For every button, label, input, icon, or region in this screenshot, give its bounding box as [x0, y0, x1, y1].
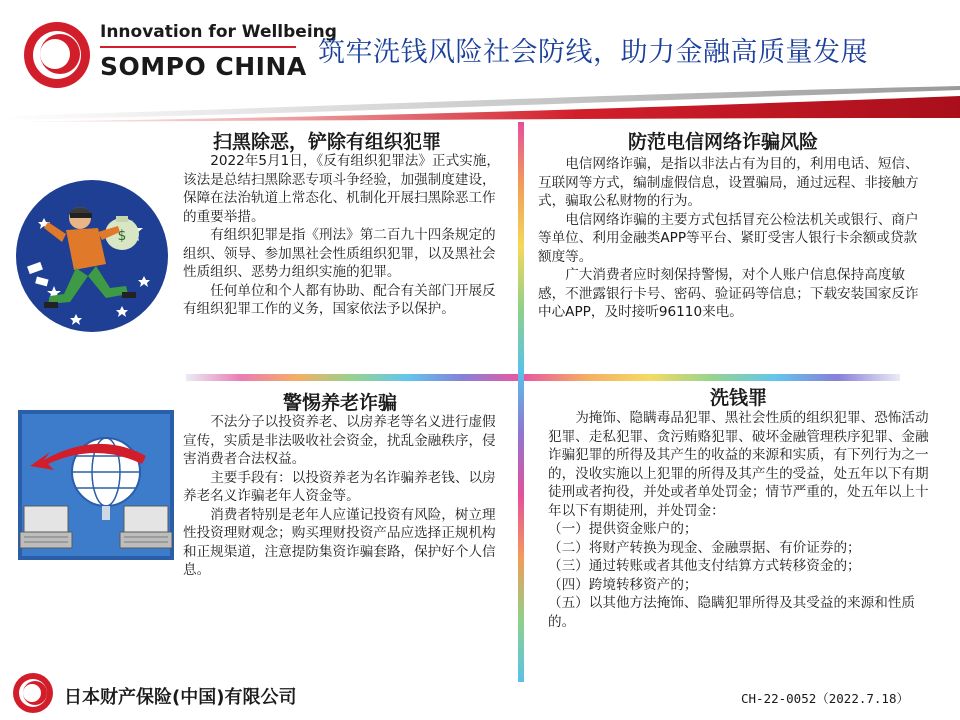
- page-title: 筑牢洗钱风险社会防线，助力金融高质量发展: [318, 37, 868, 68]
- brand-name: SOMPO CHINA: [100, 52, 307, 81]
- list-item: （二）将财产转换为现金、金融票据、有价证券的；: [548, 539, 861, 556]
- list-item: （一）提供资金账户的；: [548, 521, 698, 537]
- paragraph: 为掩饰、隐瞒毒品犯罪、黑社会性质的组织犯罪、恐怖活动犯罪、走私犯罪、贪污贿赂犯罪、破坏金融管理秩序犯罪、金融诈骗犯罪的所得及其产生的收益的来源和实质，有下列行为之一的，没收实施以上犯罪的所得及其产生的受益，处五年以下有期徒刑或者拘役，并处或者单处罚金；情节严重的，处五年以上十年以下有期徒刑，并处罚金：: [548, 410, 929, 519]
- list-item: （四）跨境转移资产的；: [548, 576, 698, 593]
- header-swoosh: [0, 84, 960, 122]
- brand-divider: [100, 46, 296, 48]
- paragraph: 2022年5月1日，《反有组织犯罪法》正式实施，该法是总结扫黑除恶专项斗争经验，加强制度建设，保障在法治轨道上常态化、机制化开展扫黑除恶工作的重要举措。: [183, 153, 500, 225]
- list-item: （三）通过转账或者其他支付结算方式转移资金的；: [548, 558, 861, 574]
- section-title-pension-fraud: 警惕养老诈骗: [283, 392, 398, 414]
- section-title-money-laundering: 洗钱罪: [710, 387, 768, 409]
- horizontal-divider-left: [186, 374, 518, 381]
- vertical-divider: [518, 122, 524, 682]
- section-body-money-laundering: [548, 409, 933, 631]
- paragraph: 主要手段有：以投资养老为名诈骗养老钱、以房养老名义诈骗老年人资金等。: [183, 469, 496, 504]
- horizontal-divider-right: [524, 374, 900, 381]
- paragraph: 不法分子以投资养老、以房养老等名义进行虚假宣传，实质是非法吸收社会资金，扰乱金融秩序，侵害消费者合法权益。: [183, 414, 496, 467]
- sompo-logo-icon: [22, 20, 92, 90]
- tagline: Innovation for Wellbeing: [100, 22, 337, 42]
- thief-illustration-icon: [14, 178, 170, 334]
- section-body-pension-fraud: [183, 413, 505, 580]
- document-id: CH-22-0052（2022.7.18）: [741, 691, 909, 706]
- list-item: （五）以其他方法掩饰、隐瞒犯罪所得及其受益的来源和性质的。: [548, 595, 916, 630]
- section-body-organized-crime: [183, 152, 505, 319]
- company-logo-icon: [12, 672, 54, 714]
- section-title-telecom-fraud: 防范电信网络诈骗风险: [628, 131, 819, 153]
- paragraph: 有组织犯罪是指《刑法》第二百九十四条规定的组织、领导、参加黑社会性质组织犯罪，以及黑社会性质组织、恶势力组织实施的犯罪。: [183, 227, 496, 280]
- svg-text:$: $: [117, 228, 127, 244]
- cyber-theft-illustration-icon: [18, 410, 174, 560]
- section-body-telecom-fraud: [538, 155, 930, 322]
- paragraph: 任何单位和个人都有协助、配合有关部门开展反有组织犯罪工作的义务，国家依法予以保护。: [183, 282, 496, 317]
- paragraph: 电信网络诈骗，是指以非法占有为目的，利用电话、短信、互联网等方式，编制虚假信息，设置骗局，通过远程、非接触方式，骗取公私财物的行为。: [538, 156, 919, 209]
- paragraph: 电信网络诈骗的主要方式包括冒充公检法机关或银行、商户等单位、利用金融类APP等平台、紧盯受害人银行卡余额或贷款额度等。: [538, 211, 919, 265]
- section-title-organized-crime: 扫黑除恶，铲除有组织犯罪: [213, 131, 442, 153]
- paragraph: 广大消费者应时刻保持警惕，对个人账户信息保持高度敏感，不泄露银行卡号、密码、验证码等信息；下载安装国家反诈中心APP，及时接听96110来电。: [538, 267, 919, 320]
- paragraph: 消费者特别是老年人应谨记投资有风险，树立理性投资理财观念；购买理财投资产品应选择正规机构和正规渠道，注意提防集资诈骗套路，保护好个人信息。: [183, 506, 496, 578]
- company-name: 日本财产保险(中国)有限公司: [64, 687, 297, 708]
